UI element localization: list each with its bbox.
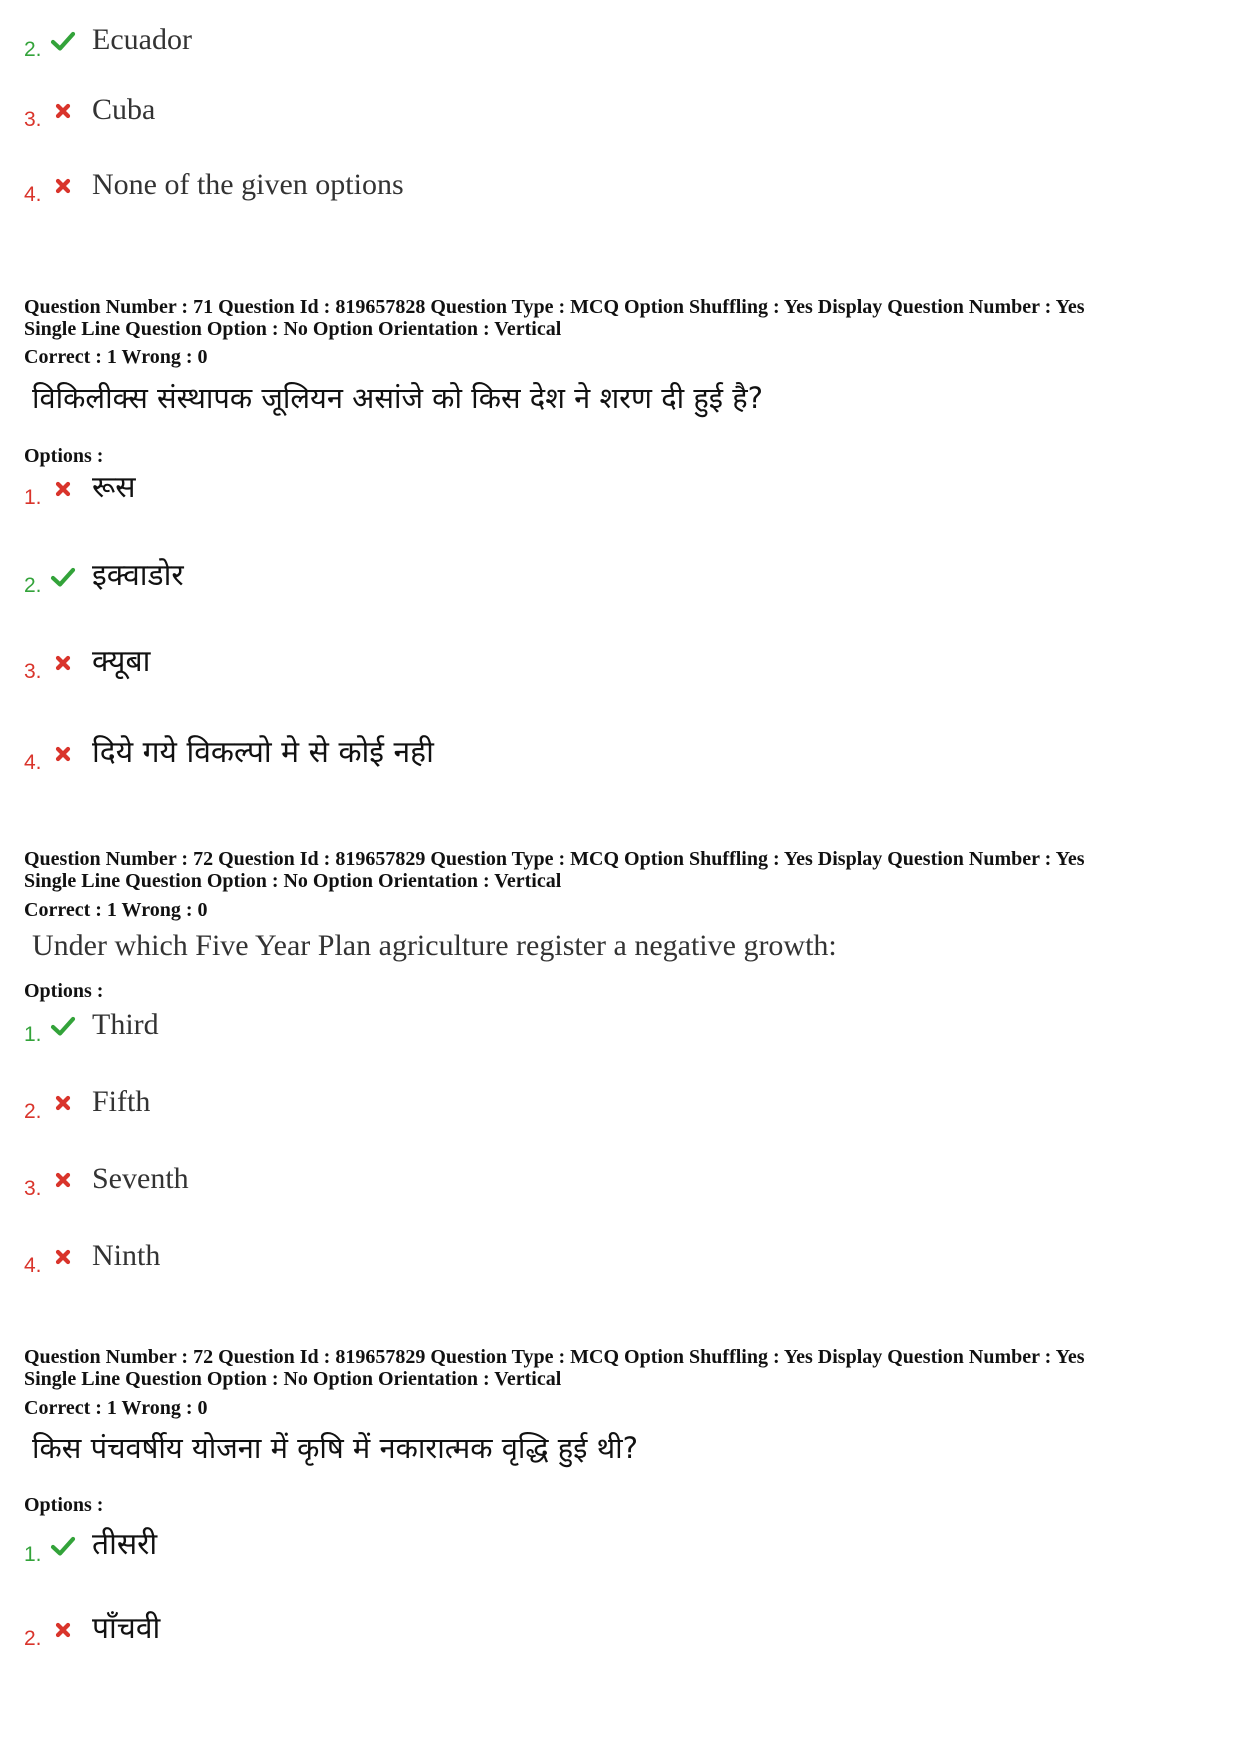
wrong-cross-icon [50, 1167, 76, 1193]
wrong-cross-icon [50, 741, 76, 767]
option-number: 1. [24, 1543, 42, 1566]
question-score: Correct : 1 Wrong : 0 [24, 346, 208, 368]
correct-check-icon [50, 1013, 76, 1039]
wrong-cross-icon [50, 1090, 76, 1116]
option-row [24, 20, 1124, 64]
option-text: None of the given options [92, 168, 404, 201]
question-meta [24, 848, 1224, 892]
question-text: विकिलीक्स संस्थापक जूलियन असांजे को किस देश ने शरण दी हुई है? [32, 381, 763, 415]
wrong-cross-icon [50, 476, 76, 502]
option-text: इक्वाडोर [92, 558, 184, 593]
wrong-cross-icon [50, 1244, 76, 1270]
option-text: Ninth [92, 1239, 161, 1272]
option-row [24, 1159, 1124, 1203]
option-number: 4. [24, 1254, 42, 1277]
question-score: Correct : 1 Wrong : 0 [24, 1397, 208, 1419]
option-text: Ecuador [92, 23, 192, 56]
correct-check-icon [50, 1533, 76, 1559]
wrong-cross-icon [50, 650, 76, 676]
option-text: तीसरी [92, 1527, 158, 1562]
option-row [24, 1082, 1124, 1126]
question-text: Under which Five Year Plan agriculture register a negative growth: [32, 929, 837, 962]
option-number: 2. [24, 38, 42, 61]
question-text: किस पंचवर्षीय योजना में कृषि में नकारात्मक वृद्धि हुई थी? [32, 1431, 639, 1465]
option-number: 4. [24, 183, 42, 206]
question-meta-line1: Question Number : 71 Question Id : 819657828 Question Type : MCQ Option Shuffling : Yes Display Question Number : Yes [24, 296, 1085, 318]
option-number: 2. [24, 1627, 42, 1650]
option-number: 3. [24, 660, 42, 683]
question-score: Correct : 1 Wrong : 0 [24, 899, 208, 921]
option-row [24, 1525, 1124, 1569]
option-text: Fifth [92, 1085, 151, 1118]
option-row [24, 468, 1124, 512]
option-number: 2. [24, 574, 42, 597]
option-row [24, 90, 1124, 134]
option-row [24, 1236, 1124, 1280]
option-text: Seventh [92, 1162, 189, 1195]
option-row [24, 1609, 1124, 1653]
option-number: 1. [24, 486, 42, 509]
wrong-cross-icon [50, 98, 76, 124]
option-text: Cuba [92, 93, 156, 126]
option-number: 4. [24, 751, 42, 774]
wrong-cross-icon [50, 173, 76, 199]
option-text: Third [92, 1008, 159, 1041]
option-text: क्यूबा [92, 644, 151, 679]
options-label: Options : [24, 980, 104, 1002]
option-number: 2. [24, 1100, 42, 1123]
options-label: Options : [24, 445, 104, 467]
option-row [24, 733, 1124, 777]
question-meta-line2: Single Line Question Option : No Option Orientation : Vertical [24, 318, 562, 340]
option-text: रूस [92, 470, 136, 505]
question-meta [24, 296, 1224, 340]
question-meta-line1: Question Number : 72 Question Id : 819657829 Question Type : MCQ Option Shuffling : Yes Display Question Number : Yes [24, 1346, 1085, 1368]
question-meta [24, 1346, 1224, 1390]
correct-check-icon [50, 564, 76, 590]
option-row [24, 1005, 1124, 1049]
option-number: 3. [24, 108, 42, 131]
option-row [24, 165, 1124, 209]
option-row [24, 556, 1124, 600]
options-label: Options : [24, 1494, 104, 1516]
correct-check-icon [50, 28, 76, 54]
question-meta-line2: Single Line Question Option : No Option Orientation : Vertical [24, 870, 562, 892]
option-row [24, 642, 1124, 686]
option-text: पाँचवी [92, 1611, 161, 1646]
option-text: दिये गये विकल्पो मे से कोई नही [92, 735, 434, 770]
question-meta-line1: Question Number : 72 Question Id : 819657829 Question Type : MCQ Option Shuffling : Yes Display Question Number : Yes [24, 848, 1085, 870]
question-meta-line2: Single Line Question Option : No Option Orientation : Vertical [24, 1368, 562, 1390]
option-number: 3. [24, 1177, 42, 1200]
option-number: 1. [24, 1023, 42, 1046]
wrong-cross-icon [50, 1617, 76, 1643]
